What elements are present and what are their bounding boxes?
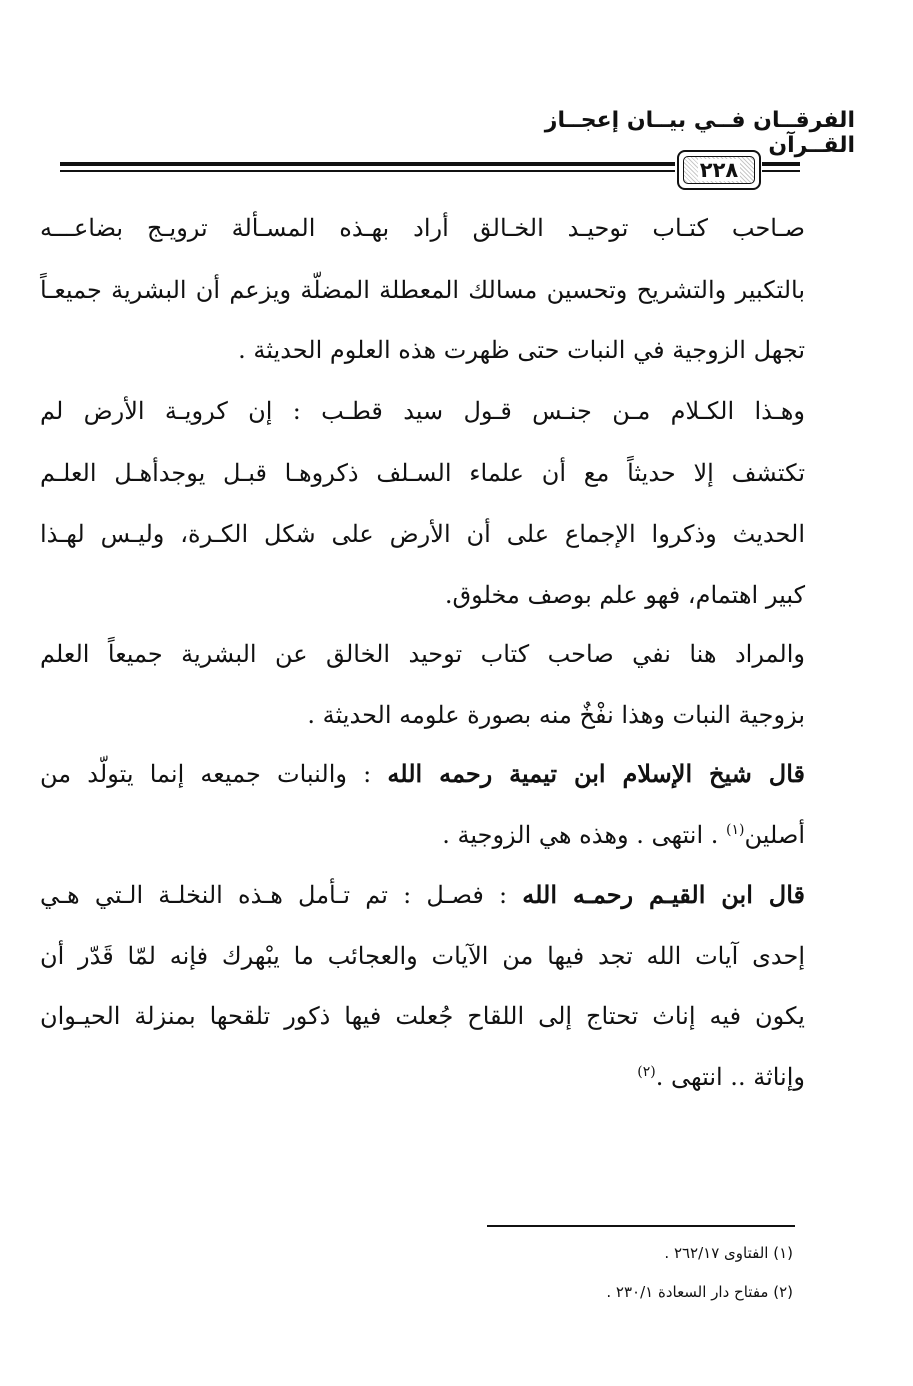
body-line-15-text: وإناثة .. انتهى . [655, 1063, 805, 1091]
body-line-11 [40, 818, 805, 852]
body-line-1: صـاحب كتـاب توحيـد الخـالق أراد بهـذه المسـألة ترويـج بضاعـــه [40, 214, 805, 242]
running-header-title: الفرقــان فــي بيــان إعجــاز القــرآن [544, 108, 855, 158]
header-rule-thin [60, 170, 675, 172]
quote-attribution-ibn-alqayyim: قال ابن القيـم رحمـه الله [522, 880, 805, 909]
quote-attribution-ibn-taymiyyah: قال شيخ الإسلام ابن تيمية رحمه الله [387, 759, 805, 788]
body-line-11-text-2: . انتهى . وهذه هي الزوجية . [442, 821, 727, 849]
body-line-10 [40, 757, 805, 791]
footnote-separator [487, 1225, 795, 1227]
body-line-13: إحدى آيات الله تجد فيها من الآيات والعجائب ما يبْهرك فإنه لمّا قَدّر أن [40, 942, 805, 970]
body-line-8: والمراد هنا نفي صاحب كتاب توحيد الخالق عن البشرية جميعاً العلم [40, 640, 805, 668]
page-number-box [677, 150, 761, 190]
footnote-ref-1: (١) [726, 822, 745, 838]
body-line-12-text: : فصـل : تم تـأمل هـذه النخلـة الـتي هـي [40, 881, 523, 909]
header-rule-thick [60, 162, 675, 166]
body-line-6: الحديث وذكروا الإجماع على أن الأرض على شكل الكـرة، وليـس لهـذا [40, 520, 805, 548]
body-line-7: كبير اهتمام، فهو علم بوصف مخلوق. [444, 581, 805, 609]
body-line-9: بزوجية النبات وهذا نفْخٌ منه بصورة علومه الحديثة . [307, 701, 805, 729]
page-number: ٢٢٨ [699, 158, 739, 182]
body-line-4: وهـذا الكـلام مـن جنـس قـول سيد قطـب : إن كرويـة الأرض لم [40, 397, 805, 425]
body-line-3: تجهل الزوجية في النبات حتى ظهرت هذه العلوم الحديثة . [238, 336, 805, 364]
footnote-2: (٢) مفتاح دار السعادة ٢٣٠/١ . [606, 1283, 793, 1301]
body-line-15 [40, 1060, 805, 1094]
footnote-ref-2: (٢) [637, 1064, 656, 1080]
body-line-2: بالتكبير والتشريح وتحسين مسالك المعطلة المضلّة ويزعم أن البشرية جميعـاً [40, 276, 805, 304]
body-line-11-text: أصلين [744, 821, 805, 849]
footnote-1: (١) الفتاوى ٢٦٢/١٧ . [664, 1244, 793, 1262]
header-rule-right-thick [762, 162, 800, 166]
body-line-12 [40, 878, 805, 912]
body-line-10-text: : والنبات جميعه إنما يتولّد من [40, 760, 388, 788]
header-rule-right-thin [762, 170, 800, 172]
body-line-14: يكون فيه إناث تحتاج إلى اللقاح جُعلت فيها ذكور تلقحها بمنزلة الحيـوان [40, 1002, 805, 1030]
body-line-5: تكتشف إلا حديثاً مع أن علماء السـلف ذكروهـا قبـل يوجدأهـل العلـم [40, 459, 805, 487]
